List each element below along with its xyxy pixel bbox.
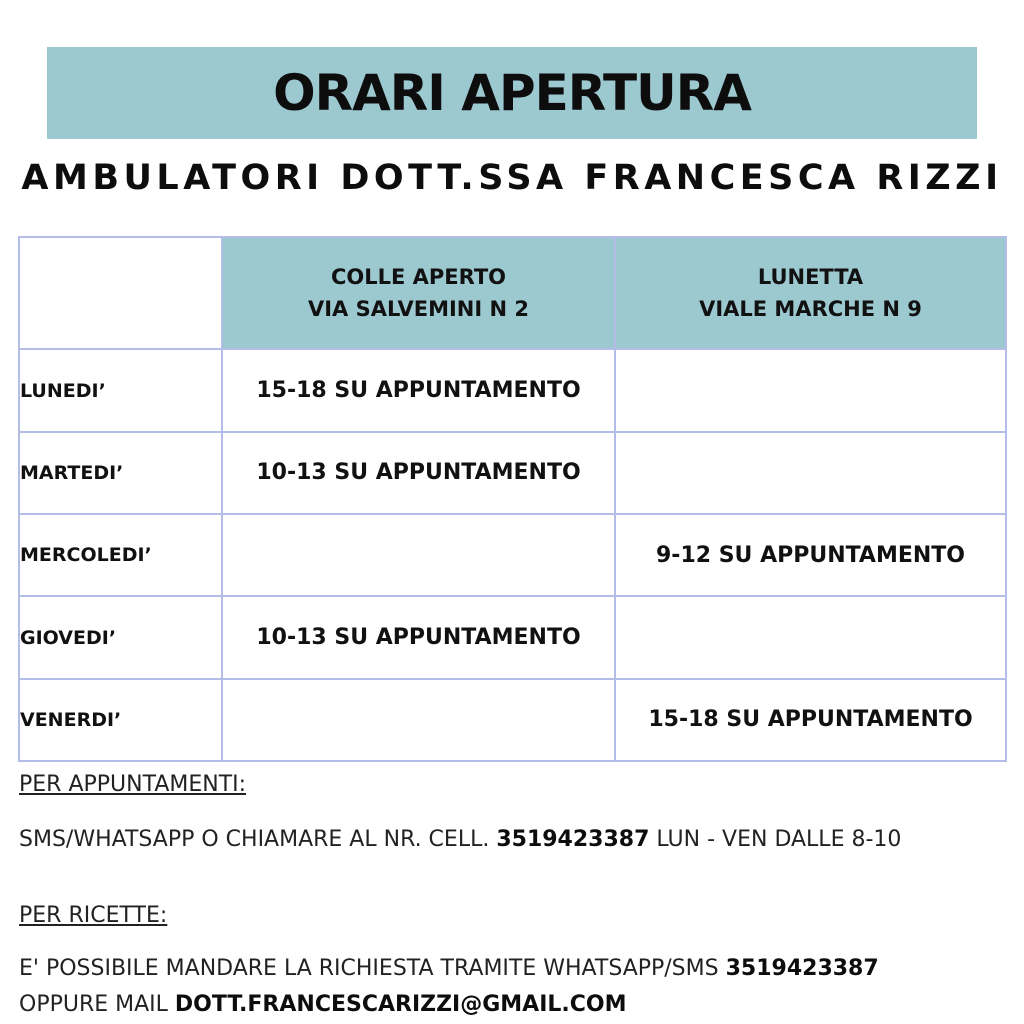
lunetta-slot — [615, 349, 1006, 431]
colle-aperto-slot: 10-13 SU APPUNTAMENTO — [222, 432, 615, 514]
prescriptions-line-2 — [19, 992, 627, 1017]
colle-aperto-slot: 15-18 SU APPUNTAMENTO — [222, 349, 615, 431]
location-address: VIA SALVEMINI N 2 — [307, 297, 529, 322]
colle-aperto-slot — [222, 514, 615, 596]
day-label: GIOVEDI’ — [19, 596, 222, 678]
appointments-text — [19, 827, 901, 852]
colle-aperto-slot: 10-13 SU APPUNTAMENTO — [222, 596, 615, 678]
prescriptions-email-label: OPPURE MAIL — [19, 992, 175, 1017]
location-address: VIALE MARCHE N 9 — [699, 297, 922, 322]
location-header-lunetta — [615, 237, 1006, 349]
day-label: VENERDI’ — [19, 679, 222, 761]
prescriptions-line-1 — [19, 956, 879, 981]
appointments-heading: PER APPUNTAMENTI: — [19, 772, 247, 797]
lunetta-slot: 15-18 SU APPUNTAMENTO — [615, 679, 1006, 761]
location-name: COLLE APERTO — [330, 265, 507, 290]
appointments-phone: 3519423387 — [496, 827, 650, 852]
table-row — [19, 514, 1006, 596]
location-header-colle-aperto — [222, 237, 615, 349]
title-banner — [47, 47, 977, 139]
day-label: LUNEDI’ — [19, 349, 222, 431]
lunetta-slot — [615, 432, 1006, 514]
lunetta-slot — [615, 596, 1006, 678]
prescriptions-heading: PER RICETTE: — [19, 903, 168, 928]
appointments-text-after: LUN - VEN DALLE 8-10 — [649, 827, 902, 852]
table-row — [19, 349, 1006, 431]
appointments-text-before: SMS/WHATSAPP O CHIAMARE AL NR. CELL. — [19, 827, 497, 852]
page-subtitle: AMBULATORI DOTT.SSA FRANCESCA RIZZI — [21, 158, 1003, 198]
table-row — [19, 679, 1006, 761]
table-header-row — [19, 237, 1006, 349]
colle-aperto-slot — [222, 679, 615, 761]
table-row — [19, 432, 1006, 514]
prescriptions-email: DOTT.FRANCESCARIZZI@GMAIL.COM — [174, 992, 627, 1017]
prescriptions-phone: 3519423387 — [725, 956, 879, 981]
page-title: ORARI APERTURA — [273, 64, 751, 122]
prescriptions-text: E' POSSIBILE MANDARE LA RICHIESTA TRAMITE WHATSAPP/SMS — [19, 956, 726, 981]
day-label: MERCOLEDI’ — [19, 514, 222, 596]
table-corner-cell — [19, 237, 222, 349]
lunetta-slot: 9-12 SU APPUNTAMENTO — [615, 514, 1006, 596]
opening-hours-table — [18, 236, 1007, 762]
location-name: LUNETTA — [757, 265, 864, 290]
day-label: MARTEDI’ — [19, 432, 222, 514]
table-row — [19, 596, 1006, 678]
